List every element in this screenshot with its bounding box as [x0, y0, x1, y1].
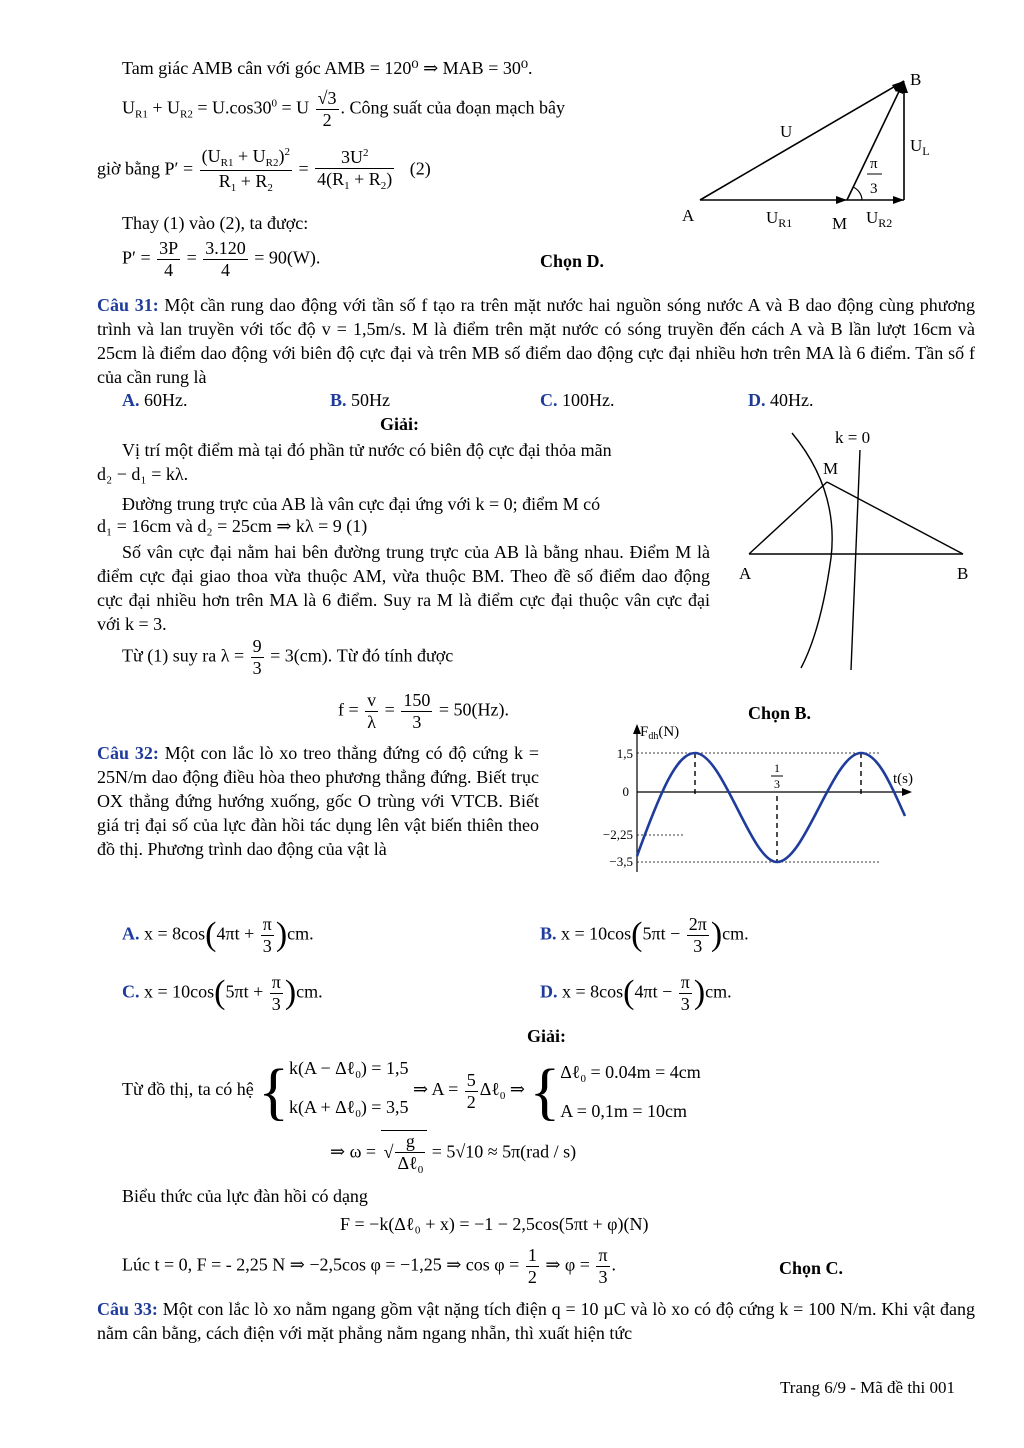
- q32-giai: Giải:: [527, 1026, 566, 1046]
- angle-num: π: [870, 156, 878, 172]
- q31-p2b: d₁ = 16cm và d₂ = 25cm ⇒ kλ = 9 (1): [97, 516, 368, 536]
- top-line-3: giờ bằng P′ = $\frac{(U_{R1} + U_{R2})^2}{R_1 + R_2}$ = $\frac{3U^2}{4(R_1 + R_2)}$ (2): [97, 146, 431, 194]
- q31-option-b: B. 50Hz: [330, 390, 391, 410]
- label-b: B: [910, 70, 922, 89]
- q31-option-d: D. 40Hz.: [748, 390, 814, 410]
- label-ur2: $U_{R2}$: [866, 208, 893, 230]
- k-zero-label: k = 0: [835, 428, 871, 447]
- choose-c: Chọn C.: [779, 1258, 844, 1278]
- q33-text: Câu 33: Một con lắc lò xo nằm ngang gồm vật nặng tích điện q = 10 µC và lò xo có độ cứng k = 100 N/m. Khi vật đang nằm cân bằng, cách điện với mặt phẳng nằm ngang nhẵn, thì xuất hiện tức: [97, 1299, 975, 1343]
- label-u: U: [780, 122, 793, 141]
- label-ur1: $U_{R1}$: [766, 208, 793, 230]
- q32-bieu: Biểu thức của lực đàn hồi có dạng: [122, 1186, 368, 1206]
- q31-p2: Đường trung trực của AB là vân cực đại ứng với k = 0; điểm M có: [122, 494, 601, 514]
- q31-frequency: f = $\frac{v}{\lambda}$ = $\frac{150}{3}$ = 50(Hz).: [338, 690, 509, 732]
- top-line-2: $U_{R1} + U_{R2} = U.\cos 30^0 = U$ $\frac{√3}{2}$ . Công suất của đoạn mạch bây: [122, 88, 565, 130]
- tick-minus-2-25: −2,25: [602, 827, 633, 842]
- point-a-label: A: [739, 564, 752, 583]
- tick-0: 0: [622, 784, 629, 799]
- top-line-1: Tam giác AMB cân với góc AMB = 120⁰ ⇒ MAB = 30⁰.: [122, 58, 533, 78]
- vector-diagram: [680, 65, 940, 245]
- q31-giai: Giải:: [380, 414, 419, 434]
- q31-p4: Từ (1) suy ra λ = $\frac{9}{3}$ = 3(cm). Từ đó tính được: [122, 636, 454, 678]
- q31-p1: Vị trí một điểm mà tại đó phần tử nước có biên độ cực đại thỏa mãn: [122, 440, 612, 460]
- top-line-5: P′ = $\frac{3P}{4}$ = $\frac{3.120}{4}$ = 90(W).: [122, 238, 321, 280]
- label-a: A: [682, 206, 695, 225]
- choose-d: Chọn D.: [540, 251, 605, 271]
- label-m: M: [832, 214, 848, 233]
- point-m-label: M: [823, 459, 839, 478]
- label-ul: $U_L$: [910, 136, 930, 158]
- force-graph: [575, 720, 925, 880]
- interference-diagram: [735, 420, 985, 680]
- q32-option-b: B. x = 10cos(5πt − $\frac{2\pi}{3}$ )cm.: [540, 914, 749, 956]
- page-footer: Trang 6/9 - Mã đề thi 001: [780, 1378, 956, 1397]
- q32-option-a: A. x = 8cos(4πt + $\frac{\pi}{3}$ )cm.: [122, 914, 314, 956]
- q32-last-line: Lúc t = 0, F = - 2,25 N ⇒ −2,5cos φ = −1,25 ⇒ cos φ = $\frac{1}{2}$ ⇒ φ = $\frac{\pi}{3}$ .: [122, 1245, 617, 1287]
- q31-p3: Số vân cực đại nằm hai bên đường trung trực của AB là bằng nhau. Điểm M là điểm cực đại giao thoa vừa thuộc AM, vừa thuộc BM. Theo đề số điểm dao động cực đại nhiều hơn trên MA là 6 điểm. Suy ra M là điểm cực đại thuộc vân cực đại với k = 3.: [97, 542, 710, 634]
- tick-1-5: 1,5: [616, 746, 633, 761]
- tick-minus-3-5: −3,5: [609, 854, 633, 869]
- q31-option-c: C. 100Hz.: [540, 390, 615, 410]
- point-b-label: B: [957, 564, 969, 583]
- q32-text: Câu 32: Một con lắc lò xo treo thẳng đứng có độ cứng k = 25N/m dao động điều hòa theo phương thẳng đứng. Biết trục OX thẳng đứng hướng xuống, gốc O trùng với VTCB. Biết giá trị đại số của lực đàn hồi tác dụng lên vật biến thiên theo đồ thị. Phương trình dao động của vật là: [97, 743, 539, 859]
- q31-option-a: A. 60Hz.: [122, 390, 188, 410]
- q32-force: F = −k(Δℓ₀ + x) = −1 − 2,5cos(5πt + φ)(N): [340, 1214, 649, 1234]
- angle-den: 3: [870, 181, 878, 197]
- q31-text: Câu 31: Một cần rung dao động với tần số f tạo ra trên mặt nước hai nguồn sóng nước A và B dao động cùng phương trình và lan truyền với tốc độ v = 1,5m/s. M là điểm trên mặt nước có sóng truyền đến cách A và B lần lượt 16cm và 25cm là điểm dao động với biên độ cực đại và trên MB số điểm dao động cực đại nhiều hơn trên MA là 6 điểm. Tần số f của cần rung là: [97, 295, 975, 387]
- t-tick-num: 1: [774, 761, 780, 775]
- graph-xlabel: t(s): [893, 771, 913, 787]
- q31-p1b: d₂ − d₁ = kλ.: [97, 464, 189, 484]
- q32-option-d: D. x = 8cos(4πt − $\frac{\pi}{3}$ )cm.: [540, 972, 732, 1014]
- choose-b: Chọn B.: [748, 703, 812, 723]
- q32-omega: ⇒ ω = √ $\frac{g}{\Delta\ell_0}$ = 5√10 ≈ 5π(rad / s): [330, 1131, 577, 1176]
- q32-option-c: C. x = 10cos(5πt + $\frac{\pi}{3}$ )cm.: [122, 972, 323, 1014]
- t-tick-den: 3: [774, 777, 780, 791]
- q32-system: Từ đồ thị, ta có hệ {k(A − Δℓ$_0$) = 1,5 k(A + Δℓ$_0$) = 3,5 ⇒ A = $\frac{5}{2}$ Δℓ$_0$ ⇒ {Δℓ$_0$ = 0.04m = 4cm A = 0,1m = 10cm: [122, 1055, 701, 1127]
- top-line-4: Thay (1) vào (2), ta được:: [122, 213, 309, 233]
- graph-ylabel: $F_{dh}(N)$: [640, 724, 680, 742]
